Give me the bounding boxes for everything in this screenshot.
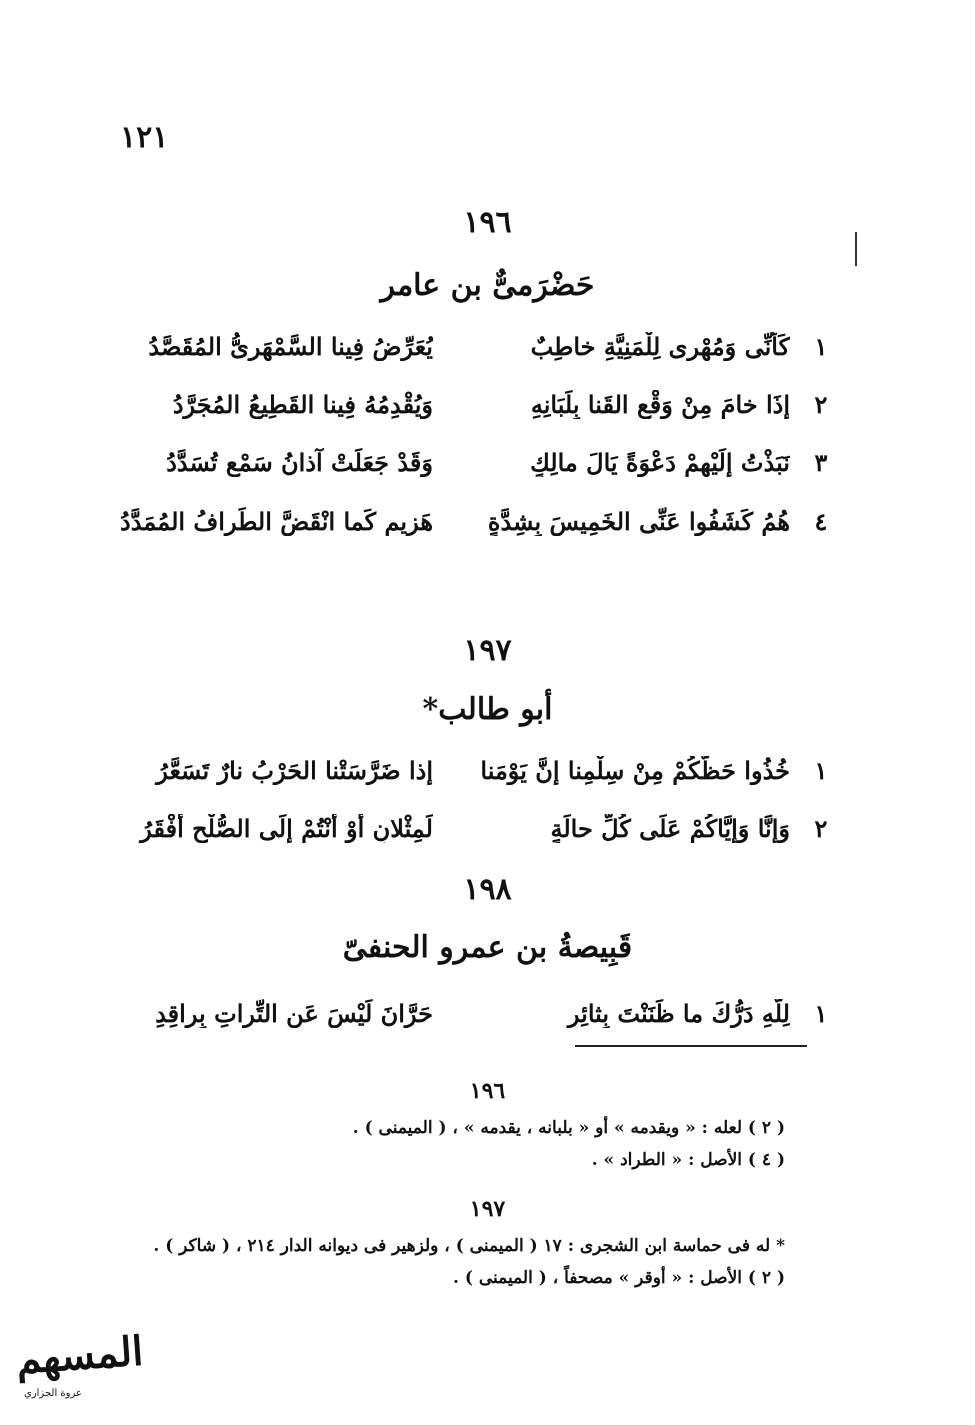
verse-line	[118, 810, 838, 858]
watermark-logo	[10, 1327, 150, 1410]
verse-line	[118, 444, 838, 492]
page-number: ١٢١	[120, 120, 169, 155]
verse-line	[118, 752, 838, 800]
verse-line	[118, 386, 838, 434]
verse-number: ٣	[814, 448, 828, 477]
second-hemistich: يُعَرِّضُ فِينا السَّمْهَرِىُّ المُقَصَّدُ	[148, 332, 433, 361]
footnote-line: * له فى حماسة ابن الشجرى : ١٧ ( الميمنى ) ، ولزهير فى ديوانه الدار ٢١٤ ، ( شاكر ) .	[153, 1236, 785, 1256]
footnote-separator	[575, 1045, 807, 1047]
verse-number: ١	[814, 999, 828, 1028]
verse-number: ١	[814, 332, 828, 361]
second-hemistich: هَزِيمٍ كَما انْقَضَّ الطِّرافُ المُمَدَّدُ	[120, 507, 433, 536]
poet-name: قَبِيصةُ بن عمرو الحنفىّ	[342, 930, 633, 965]
footnote-line: ( ٢ ) الأصل : « أوقر » مصحفاً ، ( الميمنى ) .	[453, 1268, 785, 1288]
poet-name: حَضْرَمیٌّ بن عامر	[380, 268, 595, 303]
first-hemistich: نَبَذْتُ إِلَيْهِمْ دَعْوَةً يَالَ مالِكٍ	[530, 448, 790, 477]
poem-number: ١٩٧	[463, 633, 512, 668]
watermark-subtext: عروة الجزاري	[24, 1388, 82, 1399]
poet-name: أبو طالب*	[422, 692, 553, 727]
footnote-line: ( ٤ ) الأصل : « الطراد » .	[591, 1150, 785, 1170]
verse-number: ٢	[814, 814, 828, 843]
second-hemistich: إِذا ضَرَّسَتْنا الحَرْبُ نارٌ تَسَعَّرُ	[156, 756, 433, 785]
footnote-line: ( ٢ ) لعله : « ويقدمه » أو « بلبانه ، يقدمه » ، ( الميمنى ) .	[352, 1118, 785, 1138]
verse-line	[118, 503, 838, 551]
verse-number: ٤	[814, 507, 828, 536]
watermark-text: المسهم	[14, 1327, 145, 1384]
second-hemistich: لَمِثْلانِ أَوْ أَنْتُمْ إِلَى الصُّلْحِ أَفْقَرُ	[140, 814, 433, 843]
first-hemistich: كَأَنِّى وَمُهْرِى لِلْمَنِيَّةِ خاطِبٌ	[530, 332, 790, 361]
second-hemistich: وَيُقْدِمُهُ فِينا القَطِيعُ المُجَرَّدُ	[172, 390, 433, 419]
first-hemistich: لِلّهِ دَرُّكَ ما ظَنَنْتَ بِثائِرٍ	[567, 999, 790, 1028]
first-hemistich: إِذَا خامَ مِنْ وَقْعِ القَنا بِلَبَانِهِ	[530, 390, 790, 419]
first-hemistich: خُذُوا حَظَّكُمْ مِنْ سِلْمِنا إِنَّ يَوْمَنا	[480, 756, 790, 785]
second-hemistich: حَرَّانَ لَيْسَ عَنِ التِّراتِ بِراقِدِ	[155, 999, 433, 1028]
verse-number: ٢	[814, 390, 828, 419]
footnote-section-number: ١٩٧	[469, 1196, 506, 1222]
poem-number: ١٩٦	[463, 205, 512, 240]
verse-line	[118, 995, 838, 1043]
second-hemistich: وَقَدْ جَعَلَتْ آذانُ سَمْعٍ تُسَدَّدُ	[166, 448, 433, 477]
footnote-section-number: ١٩٦	[469, 1078, 506, 1104]
verse-line	[118, 328, 838, 376]
poem-number: ١٩٨	[463, 872, 512, 907]
verse-number: ١	[814, 756, 828, 785]
first-hemistich: وَإِنَّا وَإِيَّاكُمْ عَلَى كُلِّ حالَةٍ	[550, 814, 790, 843]
first-hemistich: هُمُ كَشَفُوا عَنِّى الخَمِيسَ بِشِدَّةٍ	[487, 507, 790, 536]
